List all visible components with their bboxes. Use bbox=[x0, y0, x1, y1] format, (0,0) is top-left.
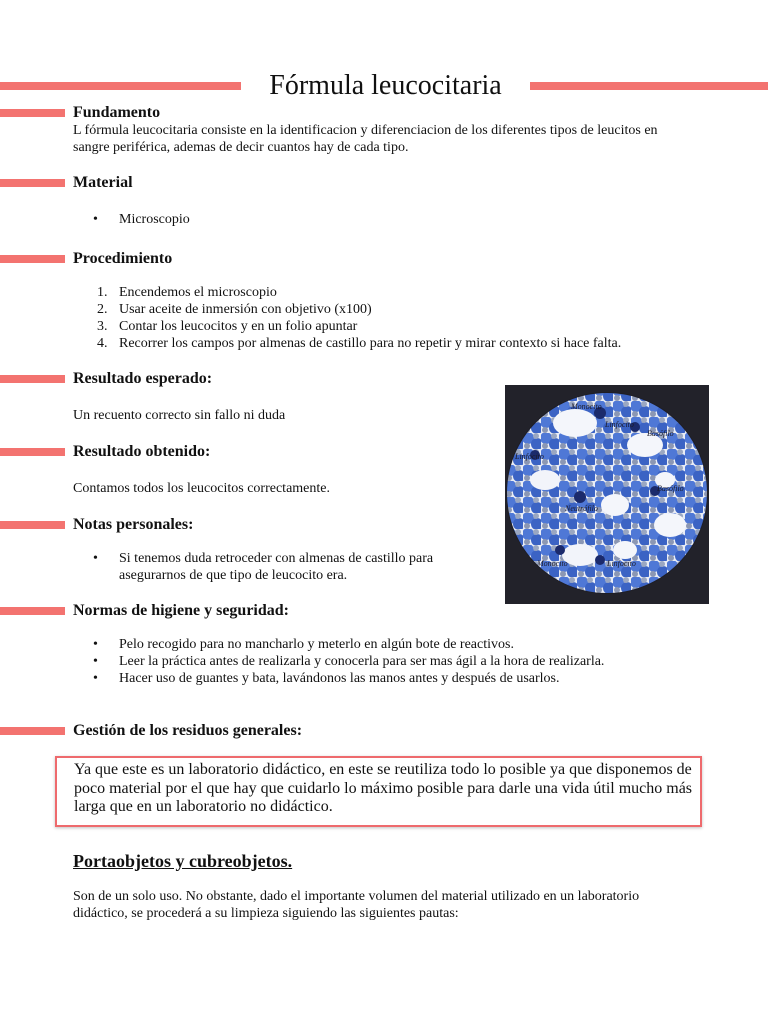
micro-label: Monocito bbox=[571, 402, 602, 411]
norma-item: Pelo recogido para no mancharlo y meterlo en algún bote de reactivos. bbox=[119, 637, 514, 652]
section-marker bbox=[0, 521, 65, 529]
step-text: Recorrer los campos por almenas de castillo para no repetir y mirar contexto si hace falta. bbox=[119, 336, 622, 351]
micro-label: Monocito bbox=[537, 559, 568, 568]
micro-label: Linfocito bbox=[605, 420, 634, 429]
title-rule-left bbox=[0, 82, 241, 90]
page-title: Fórmula leucocitaria bbox=[269, 70, 502, 101]
step-text: Contar los leucocitos y en un folio apuntar bbox=[119, 319, 358, 334]
section-marker bbox=[0, 448, 65, 456]
normas-list bbox=[73, 636, 713, 687]
portaobjetos-text: Son de un solo uso. No obstante, dado el importante volumen del material utilizado en un laboratorio didáctico, se procederá a su limpieza siguiendo las siguientes pautas: bbox=[73, 889, 640, 921]
step-number: 4. bbox=[97, 336, 108, 351]
section-marker bbox=[0, 727, 65, 735]
step-number: 3. bbox=[97, 319, 108, 334]
blood-smear-micrograph bbox=[505, 385, 709, 604]
heading-resultado-esperado: Resultado esperado: bbox=[73, 370, 213, 387]
heading-fundamento: Fundamento bbox=[73, 104, 161, 121]
bullet-marker: • bbox=[93, 212, 98, 227]
section-marker bbox=[0, 375, 65, 383]
residuos-text: Ya que este es un laboratorio didáctico, en este se reutiliza todo lo posible ya que disponemos de poco material por el que hay que cuidarlo lo máximo posible para darle una vida útil mucho más larga que en un laboratorio no didáctico. bbox=[74, 761, 693, 815]
micro-label: Linfocito bbox=[607, 559, 636, 568]
list-item bbox=[73, 335, 713, 352]
heading-portaobjetos: Portaobjetos y cubreobjetos. bbox=[73, 851, 293, 871]
list-item bbox=[73, 211, 633, 228]
step-number: 2. bbox=[97, 302, 108, 317]
heading-material: Material bbox=[73, 174, 133, 191]
section-marker bbox=[0, 607, 65, 615]
micro-label: Linfocito bbox=[515, 452, 544, 461]
resultado-esperado-text: Un recuento correcto sin fallo ni duda bbox=[73, 408, 286, 423]
step-number: 1. bbox=[97, 285, 108, 300]
norma-item: Hacer uso de guantes y bata, lavándonos las manos antes y después de usarlos. bbox=[119, 671, 560, 686]
resultado-obtenido-text: Contamos todos los leucocitos correctamente. bbox=[73, 481, 330, 496]
heading-normas: Normas de higiene y seguridad: bbox=[73, 602, 289, 619]
micro-label: Basófilo bbox=[647, 429, 674, 438]
norma-item: Leer la práctica antes de realizarla y conocerla para ser mas ágil a la hora de realizarla. bbox=[119, 654, 605, 669]
heading-residuos: Gestión de los residuos generales: bbox=[73, 722, 303, 739]
bullet-marker: • bbox=[93, 551, 98, 566]
section-marker bbox=[0, 179, 65, 187]
micro-label: Basófilo bbox=[657, 484, 684, 493]
procedure-steps bbox=[73, 284, 713, 352]
list-item bbox=[73, 636, 713, 653]
heading-procedimiento: Procedimiento bbox=[73, 250, 173, 267]
step-text: Usar aceite de inmersión con objetivo (x100) bbox=[119, 302, 372, 317]
bullet-marker: • bbox=[93, 637, 98, 652]
step-text: Encendemos el microscopio bbox=[119, 285, 277, 300]
list-item bbox=[73, 284, 713, 301]
material-item: Microscopio bbox=[119, 212, 190, 227]
section-marker bbox=[0, 109, 65, 117]
list-item bbox=[73, 550, 488, 584]
bullet-marker: • bbox=[93, 654, 98, 669]
list-item bbox=[73, 653, 713, 670]
list-item bbox=[73, 318, 713, 335]
residuos-callout-box bbox=[55, 756, 702, 827]
micro-label: Neutrófilo bbox=[565, 504, 598, 513]
title-rule-right bbox=[530, 82, 768, 90]
material-list bbox=[73, 211, 633, 228]
heading-notas-personales: Notas personales: bbox=[73, 516, 194, 533]
fundamento-text: L fórmula leucocitaria consiste en la identificacion y diferenciacion de los diferentes tipos de leucitos en sangre periférica, ademas de decir cuantos hay de cada tipo. bbox=[73, 123, 658, 155]
section-marker bbox=[0, 255, 65, 263]
bullet-marker: • bbox=[93, 671, 98, 686]
nota-item: Si tenemos duda retroceder con almenas de castillo para asegurarnos de que tipo de leucocito era. bbox=[119, 551, 434, 583]
notas-list bbox=[73, 550, 488, 584]
heading-resultado-obtenido: Resultado obtenido: bbox=[73, 443, 211, 460]
list-item bbox=[73, 301, 713, 318]
list-item bbox=[73, 670, 713, 687]
